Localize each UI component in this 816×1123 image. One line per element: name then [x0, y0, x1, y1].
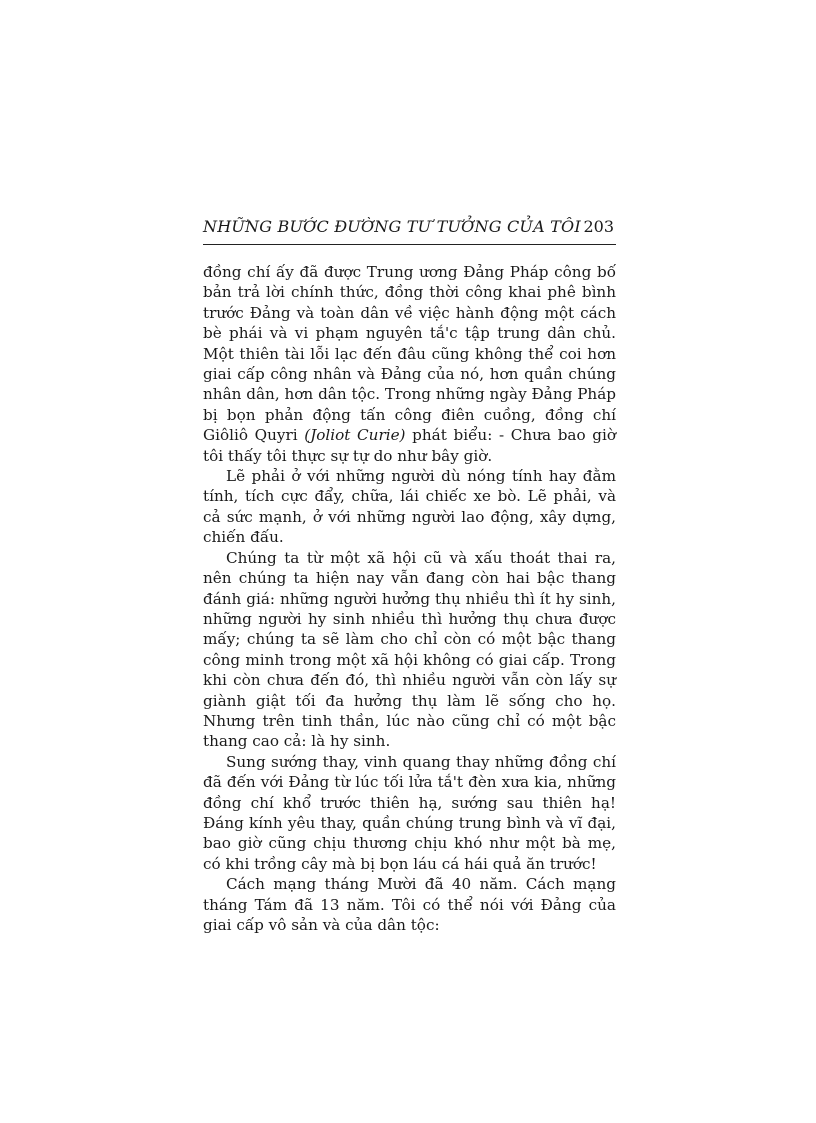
paragraph-4: Sung sướng thay, vinh quang thay những đồng chí đã đến với Đảng từ lúc tối lửa tắ't đèn xưa kia, những đồng chí khổ trước thiên hạ, sướng sau thiên hạ! Đáng kính yêu thay, quần chúng trung bình và vĩ đại, bao giờ cũng chịu thương chịu khó như một bà mẹ, có khi trồng cây mà bị bọn láu cá hái quả ăn trước! — [203, 752, 616, 873]
paragraph-1 — [203, 262, 616, 466]
paragraph-3: Chúng ta từ một xã hội cũ và xấu thoát thai ra, nên chúng ta hiện nay vẫn đang còn hai bậc thang đánh giá: những người hưởng thụ nhiều thì ít hy sinh, những người hy sinh nhiều thì hưởng thụ chưa được mấy; chúng ta sẽ làm cho chỉ còn có một bậc thang công minh trong một xã hội không có giai cấp. Trong khi còn chưa đến đó, thì nhiều người vẫn còn lấy sự giành giật tối đa hưởng thụ làm lẽ sống cho họ. Nhưng trên tinh thần, lúc nào cũng chỉ có một bậc thang cao cả: là hy sinh. — [203, 548, 616, 751]
body-text — [203, 262, 616, 935]
paragraph-1-text-start: đồng chí ấy đã được Trung ương Đảng Pháp công bố bản trả lời chính thức, đồng thời công khai phê bình trước Đảng và toàn dân về việc hành động một cách bè phái và vi phạm nguyên tắ'c tập trung dân chủ. Một thiên tài lỗi lạc đến đâu cũng không thể coi hơn giai cấp công nhân và Đảng của nó, hơn quần chúng nhân dân, hơn dân tộc. Trong những ngày Đảng Pháp bị bọn phản động tấn công điên cuồng, đồng chí Giôliô Quyri — [203, 263, 616, 445]
running-title: NHỮNG BƯỚC ĐƯỜNG TƯ TƯỞNG CỦA TÔI — [203, 217, 581, 236]
paragraph-2: Lẽ phải ở với những người dù nóng tính hay đằm tính, tích cực đẩy, chữa, lái chiếc xe bò. Lẽ phải, và cả sức mạnh, ở với những người lao động, xây dựng, chiến đấu. — [203, 467, 616, 547]
running-header — [203, 214, 616, 245]
page-number: 203 — [583, 217, 614, 236]
paragraph-1-text-end: phát biểu: - Chưa bao giờ tôi thấy tôi thực sự tự do như bây giờ. — [203, 426, 617, 465]
paragraph-5: Cách mạng tháng Mười đã 40 năm. Cách mạng tháng Tám đã 13 năm. Tôi có thể nói với Đảng của giai cấp vô sản và của dân tộc: — [203, 875, 616, 934]
joliot-curie-name: (Joliot Curie) — [304, 426, 406, 445]
